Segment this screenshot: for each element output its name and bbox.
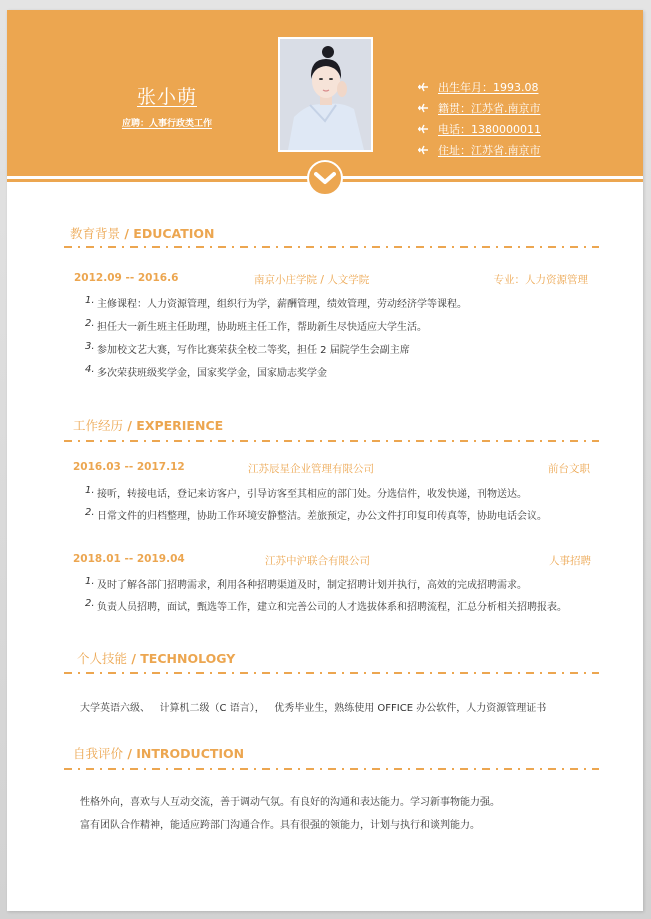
portrait-illustration bbox=[280, 39, 371, 150]
section-divider bbox=[64, 768, 599, 770]
list-item: 1. 主修课程：人力资源管理，组织行为学，薪酬管理，绩效管理，劳动经济学等课程。 bbox=[85, 295, 467, 310]
info-native-place bbox=[417, 97, 541, 118]
section-title-introduction bbox=[73, 744, 244, 762]
info-text: 籍贯：江苏省.南京市 bbox=[438, 101, 541, 115]
list-item: 2. 负责人员招聘，面试，甄选等工作，建立和完善公司的人才选拔体系和招聘流程，汇总分析相关招聘报表。 bbox=[85, 598, 567, 613]
section-divider bbox=[64, 440, 599, 442]
candidate-name: 张小萌 bbox=[136, 86, 197, 108]
job-duties-list bbox=[85, 485, 547, 529]
section-title-cn: 个人技能 bbox=[77, 651, 128, 666]
section-title-education bbox=[70, 224, 215, 242]
plane-icon bbox=[417, 102, 429, 114]
job-period: 2018.01 -- 2019.04 bbox=[73, 553, 185, 565]
job-period: 2016.03 -- 2017.12 bbox=[73, 461, 185, 473]
education-school: 南京小庄学院 / 人文学院 bbox=[254, 274, 370, 286]
list-item: 1. 及时了解各部门招聘需求，利用各种招聘渠道及时，制定招聘计划并执行，高效的完成招聘需求。 bbox=[85, 576, 527, 591]
list-item: 3. 参加校文艺大赛，写作比赛荣获全校二等奖，担任 2 届院学生会副主席 bbox=[85, 341, 410, 356]
info-birth bbox=[417, 76, 541, 97]
header-banner bbox=[7, 10, 643, 176]
job-role: 前台文职 bbox=[548, 463, 590, 475]
skills-text: 大学英语六级、 计算机二级（C 语言）， 优秀毕业生，熟练使用 OFFICE 办公软件，人力资源管理证书 bbox=[80, 703, 547, 714]
section-title-cn: 教育背景 bbox=[70, 226, 121, 241]
name-block bbox=[107, 82, 227, 129]
chevron-down-icon bbox=[314, 171, 336, 185]
info-text: 出生年月：1993.08 bbox=[438, 80, 539, 94]
education-period: 2012.09 -- 2016.6 bbox=[74, 272, 179, 284]
intro-line: 富有团队合作精神，能适应跨部门沟通合作。具有很强的领能力，计划与执行和谈判能力。 bbox=[80, 820, 480, 831]
section-title-en: / EXPERIENCE bbox=[123, 418, 224, 433]
list-item: 4. 多次荣获班级奖学金，国家奖学金，国家励志奖学金 bbox=[85, 364, 327, 379]
info-address bbox=[417, 139, 541, 160]
job-company: 江苏中沪联合有限公司 bbox=[265, 555, 370, 567]
job-objective: 应聘：人事行政类工作 bbox=[121, 119, 212, 129]
education-major: 专业：人力资源管理 bbox=[493, 274, 588, 286]
info-text: 电话：1380000011 bbox=[438, 122, 541, 136]
plane-icon bbox=[417, 81, 429, 93]
plane-icon bbox=[417, 123, 429, 135]
section-title-en: / EDUCATION bbox=[120, 226, 215, 241]
chevron-badge bbox=[307, 160, 343, 196]
plane-icon bbox=[417, 144, 429, 156]
section-title-en: / TECHNOLOGY bbox=[127, 651, 236, 666]
resume-page bbox=[7, 10, 643, 911]
section-title-cn: 自我评价 bbox=[73, 746, 124, 761]
section-title-en: / INTRODUCTION bbox=[123, 746, 245, 761]
personal-info-list bbox=[417, 76, 541, 160]
info-phone bbox=[417, 118, 541, 139]
list-item: 2. 日常文件的归档整理，协助工作环境安静整洁。差旅预定，办公文件打印复印传真等，协助电话会议。 bbox=[85, 507, 547, 522]
intro-line: 性格外向，喜欢与人互动交流，善于调动气氛。有良好的沟通和表达能力。学习新事物能力强。 bbox=[80, 797, 500, 808]
portrait-photo bbox=[278, 37, 373, 152]
list-item: 1. 接听，转接电话，登记来访客户，引导访客至其相应的部门处。分选信件，收发快递，刊物送达。 bbox=[85, 485, 527, 500]
job-role: 人事招聘 bbox=[549, 555, 591, 567]
list-item: 2. 担任大一新生班主任助理，协助班主任工作，帮助新生尽快适应大学生活。 bbox=[85, 318, 427, 333]
education-list bbox=[85, 295, 467, 387]
section-title-cn: 工作经历 bbox=[73, 418, 124, 433]
job-company: 江苏辰星企业管理有限公司 bbox=[248, 463, 374, 475]
section-title-experience bbox=[73, 416, 223, 434]
section-divider bbox=[64, 246, 599, 248]
section-title-technology bbox=[77, 649, 235, 667]
section-divider bbox=[64, 672, 599, 674]
job-duties-list bbox=[85, 576, 567, 620]
info-text: 住址：江苏省.南京市 bbox=[438, 143, 541, 157]
